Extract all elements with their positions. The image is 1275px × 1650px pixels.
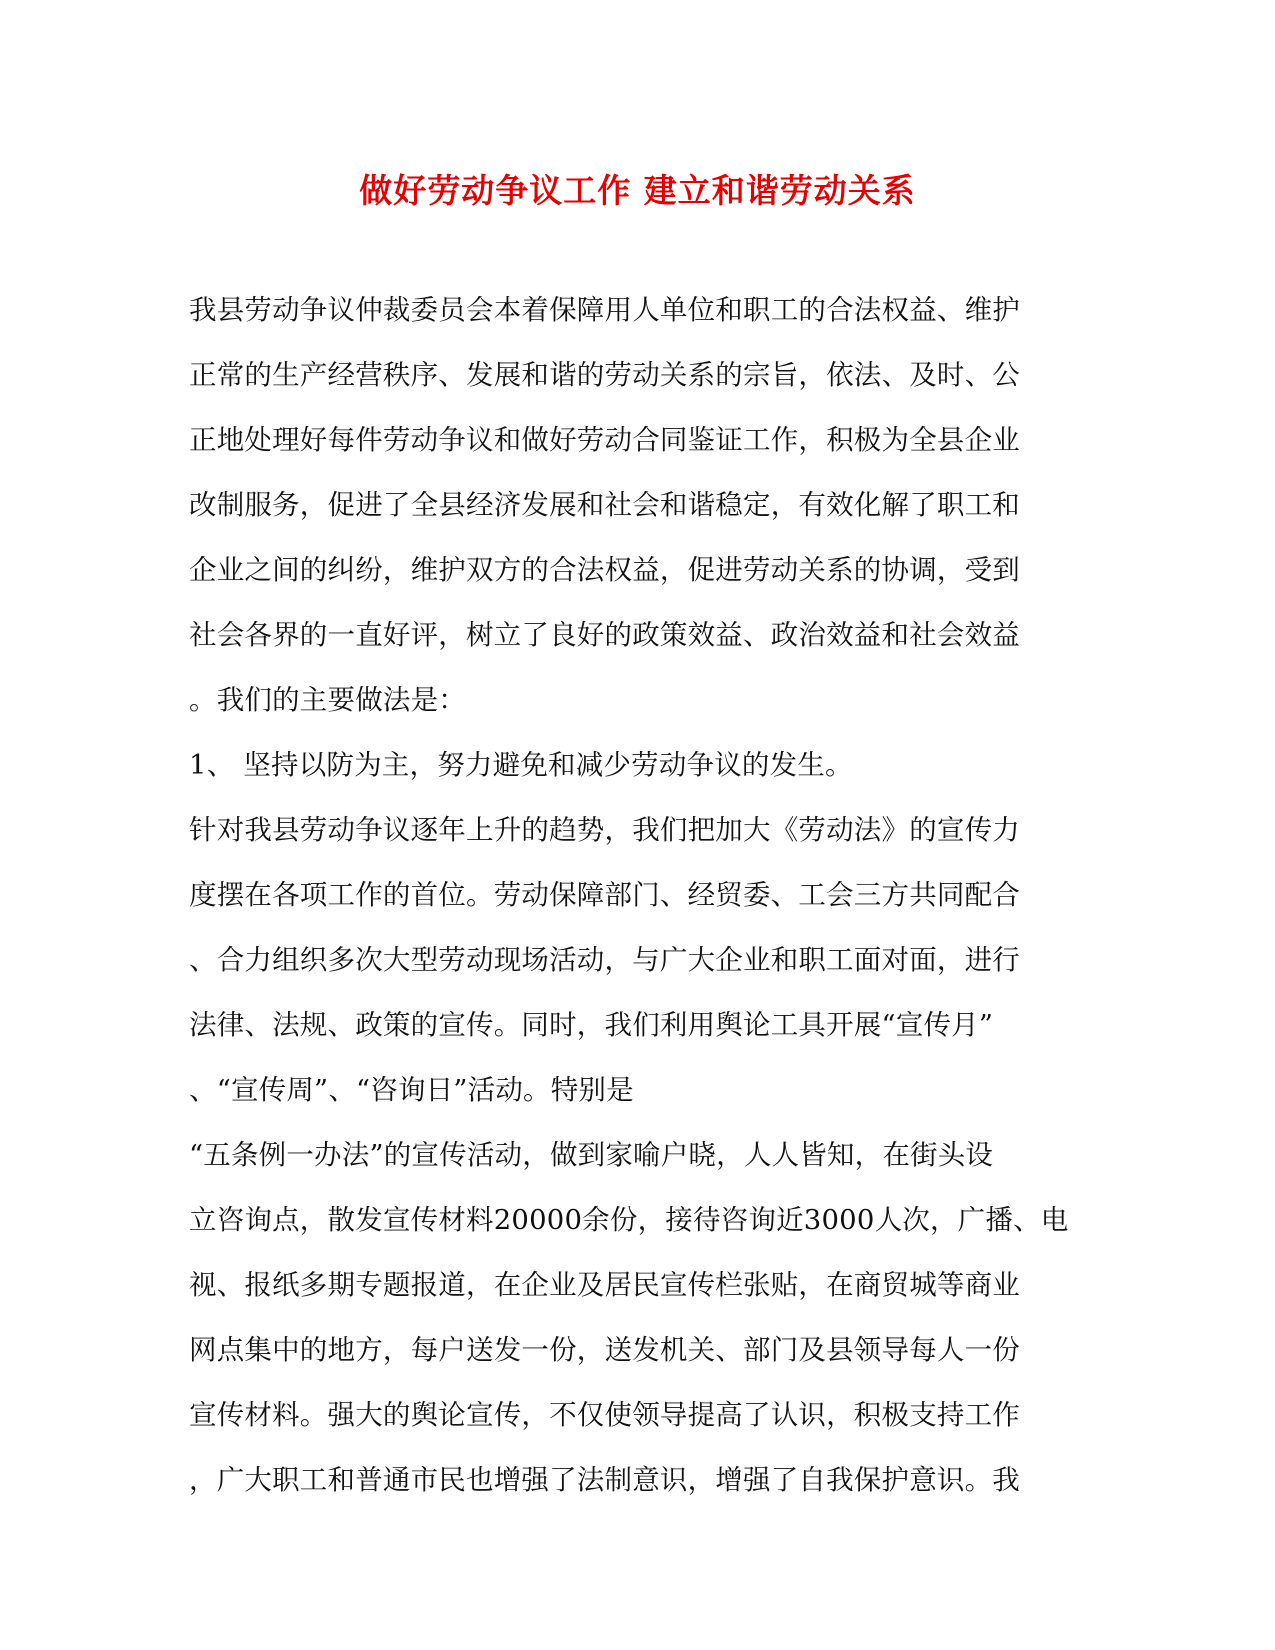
- body-line: 正地处理好每件劳动争议和做好劳动合同鉴证工作，积极为全县企业: [189, 424, 1020, 456]
- body-line: 正常的生产经营秩序、发展和谐的劳动关系的宗旨，依法、及时、公: [189, 359, 1020, 391]
- body-line: 社会各界的一直好评，树立了良好的政策效益、政治效益和社会效益: [189, 619, 1020, 651]
- body-line: 。我们的主要做法是：: [189, 684, 466, 716]
- document-title: 做好劳动争议工作 建立和谐劳动关系: [359, 171, 916, 210]
- body-line: 我县劳动争议仲裁委员会本着保障用人单位和职工的合法权益、维护: [189, 294, 1020, 326]
- body-line: “五条例一办法”的宣传活动，做到家喻户晓，人人皆知，在街头设: [189, 1139, 994, 1171]
- section-heading-1: 1、 坚持以防为主，努力避免和减少劳动争议的发生。: [189, 749, 853, 781]
- body-line: 、“宣传周”、“咨询日”活动。特别是: [189, 1074, 634, 1106]
- body-line: ，广大职工和普通市民也增强了法制意识，增强了自我保护意识。我: [189, 1464, 1020, 1496]
- body-line: 网点集中的地方，每户送发一份，送发机关、部门及县领导每人一份: [189, 1334, 1020, 1366]
- body-line: 针对我县劳动争议逐年上升的趋势，我们把加大《劳动法》的宣传力: [189, 814, 1020, 846]
- body-line: 改制服务，促进了全县经济发展和社会和谐稳定，有效化解了职工和: [189, 489, 1020, 521]
- body-line: 宣传材料。强大的舆论宣传，不仅使领导提高了认识，积极支持工作: [189, 1399, 1020, 1431]
- document-body: [189, 278, 1089, 1513]
- body-line: 视、报纸多期专题报道，在企业及居民宣传栏张贴，在商贸城等商业: [189, 1269, 1020, 1301]
- body-line: 企业之间的纠纷，维护双方的合法权益，促进劳动关系的协调，受到: [189, 554, 1020, 586]
- body-line: 法律、法规、政策的宣传。同时，我们利用舆论工具开展“宣传月”: [189, 1009, 994, 1041]
- body-line: 、合力组织多次大型劳动现场活动，与广大企业和职工面对面，进行: [189, 944, 1020, 976]
- body-line: 立咨询点，散发宣传材料20000余份，接待咨询近3000人次，广播、电: [189, 1204, 1069, 1236]
- body-line: 度摆在各项工作的首位。劳动保障部门、经贸委、工会三方共同配合: [189, 879, 1020, 911]
